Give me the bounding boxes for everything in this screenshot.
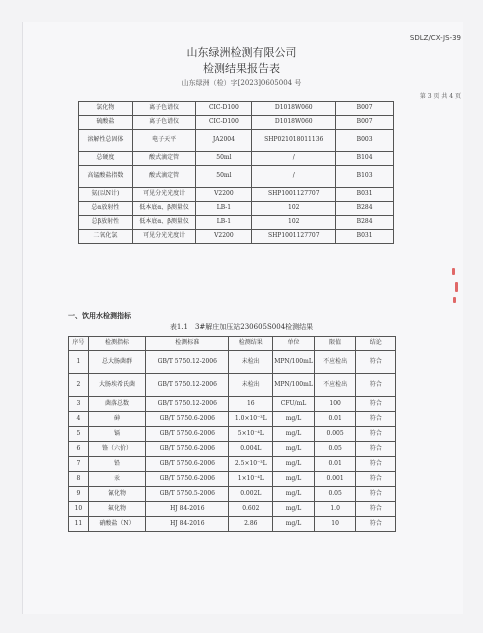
- conclusion: 符合: [356, 517, 396, 532]
- equipment-id: B104: [336, 152, 394, 166]
- equipment-serial: /: [252, 152, 336, 166]
- test-result: 未检出: [229, 374, 273, 397]
- conclusion: 符合: [356, 412, 396, 427]
- table-row: [79, 188, 394, 202]
- equipment-serial: D1018W060: [252, 116, 336, 130]
- equipment-serial: SHP1001127707: [252, 188, 336, 202]
- equipment-id: B284: [336, 202, 394, 216]
- table-row: [69, 487, 396, 502]
- test-item: 铬（六价）: [88, 442, 145, 457]
- table-row: [69, 397, 396, 412]
- test-item: 菌落总数: [88, 397, 145, 412]
- equipment-id: B284: [336, 216, 394, 230]
- unit: mg/L: [273, 427, 315, 442]
- test-standard: GB/T 5750.12-2006: [146, 397, 229, 412]
- conclusion: 符合: [356, 472, 396, 487]
- test-item: 氰化物: [88, 487, 145, 502]
- limit-value: 100: [314, 397, 356, 412]
- test-standard: GB/T 5750.6-2006: [146, 442, 229, 457]
- equipment-model: LB-1: [196, 202, 252, 216]
- test-result: 5×10⁻⁴L: [229, 427, 273, 442]
- table-row: [79, 202, 394, 216]
- margin-mark: [452, 268, 455, 275]
- equipment-instrument: 可见分光光度计: [132, 230, 196, 244]
- table-row: [69, 412, 396, 427]
- unit: mg/L: [273, 502, 315, 517]
- column-header: 检测标准: [146, 337, 229, 351]
- column-header: 检测结果: [229, 337, 273, 351]
- test-item: 砷: [88, 412, 145, 427]
- section-title: 一、饮用水检测指标: [68, 311, 131, 320]
- equipment-id: B031: [336, 230, 394, 244]
- table-row: [79, 166, 394, 188]
- conclusion: 符合: [356, 457, 396, 472]
- conclusion: 符合: [356, 374, 396, 397]
- test-item: 硝酸盐（N）: [88, 517, 145, 532]
- table-row: [69, 374, 396, 397]
- equipment-id: B103: [336, 166, 394, 188]
- test-item: 大肠埃希氏菌: [88, 374, 145, 397]
- equipment-instrument: 离子色谱仪: [132, 116, 196, 130]
- test-standard: GB/T 5750.6-2006: [146, 457, 229, 472]
- test-standard: GB/T 5750.6-2006: [146, 427, 229, 442]
- test-result: 2.5×10⁻³L: [229, 457, 273, 472]
- unit: mg/L: [273, 412, 315, 427]
- conclusion: 符合: [356, 351, 396, 374]
- table-row: [79, 230, 394, 244]
- equipment-serial: D1018W060: [252, 102, 336, 116]
- equipment-item: 总α放射性: [79, 202, 133, 216]
- row-number: 5: [69, 427, 89, 442]
- equipment-serial: 102: [252, 216, 336, 230]
- equipment-id: B031: [336, 188, 394, 202]
- test-item: 总大肠菌群: [88, 351, 145, 374]
- table-row: [69, 457, 396, 472]
- table-row: [69, 517, 396, 532]
- unit: MPN/100mL: [273, 351, 315, 374]
- table-row: [69, 427, 396, 442]
- equipment-model: V2200: [196, 230, 252, 244]
- test-item: 镉: [88, 427, 145, 442]
- unit: mg/L: [273, 517, 315, 532]
- equipment-id: B007: [336, 102, 394, 116]
- limit-value: 不应检出: [314, 374, 356, 397]
- row-number: 4: [69, 412, 89, 427]
- row-number: 8: [69, 472, 89, 487]
- table-row: [79, 102, 394, 116]
- equipment-item: 二氧化氯: [79, 230, 133, 244]
- test-standard: GB/T 5750.6-2006: [146, 472, 229, 487]
- test-standard: GB/T 5750.5-2006: [146, 487, 229, 502]
- test-standard: HJ 84-2016: [146, 502, 229, 517]
- table-row: [79, 130, 394, 152]
- report-number: 山东绿洲（检）字[2023]0605004 号: [181, 79, 302, 87]
- test-standard: GB/T 5750.12-2006: [146, 374, 229, 397]
- table-row: [79, 216, 394, 230]
- equipment-item: 氯化物: [79, 102, 133, 116]
- equipment-instrument: 可见分光光度计: [132, 188, 196, 202]
- test-standard: HJ 84-2016: [146, 517, 229, 532]
- limit-value: 0.01: [314, 412, 356, 427]
- equipment-id: B007: [336, 116, 394, 130]
- test-result: 0.602: [229, 502, 273, 517]
- row-number: 3: [69, 397, 89, 412]
- row-number: 11: [69, 517, 89, 532]
- results-table-body: [69, 351, 396, 532]
- table-row: [69, 351, 396, 374]
- column-header: 单位: [273, 337, 315, 351]
- limit-value: 10: [314, 517, 356, 532]
- limit-value: 0.01: [314, 457, 356, 472]
- equipment-id: B003: [336, 130, 394, 152]
- limit-value: 不应检出: [314, 351, 356, 374]
- equipment-item: 高锰酸盐指数: [79, 166, 133, 188]
- unit: mg/L: [273, 442, 315, 457]
- limit-value: 0.001: [314, 472, 356, 487]
- table-row: [69, 502, 396, 517]
- test-standard: GB/T 5750.6-2006: [146, 412, 229, 427]
- equipment-serial: SHP1001127707: [252, 230, 336, 244]
- test-standard: GB/T 5750.12-2006: [146, 351, 229, 374]
- equipment-model: LB-1: [196, 216, 252, 230]
- unit: CFU/mL: [273, 397, 315, 412]
- results-table: [68, 336, 396, 532]
- results-table-header: [69, 337, 396, 351]
- equipment-table-body: [79, 102, 394, 244]
- limit-value: 0.05: [314, 442, 356, 457]
- equipment-instrument: 低本底α、β测量仪: [132, 202, 196, 216]
- unit: mg/L: [273, 457, 315, 472]
- equipment-instrument: 低本底α、β测量仪: [132, 216, 196, 230]
- test-result: 1×10⁻⁴L: [229, 472, 273, 487]
- test-result: 1.0×10⁻³L: [229, 412, 273, 427]
- conclusion: 符合: [356, 487, 396, 502]
- limit-value: 0.05: [314, 487, 356, 502]
- equipment-serial: SHP021018011136: [252, 130, 336, 152]
- equipment-serial: 102: [252, 202, 336, 216]
- table-row: [69, 472, 396, 487]
- table-caption: 表1.1 3#解庄加压站230605S004检测结果: [169, 323, 314, 331]
- test-item: 氟化物: [88, 502, 145, 517]
- unit: mg/L: [273, 487, 315, 502]
- page-number: 第 3 页 共 4 页: [419, 93, 461, 100]
- column-header: 检测指标: [88, 337, 145, 351]
- equipment-instrument: 酸式滴定管: [132, 166, 196, 188]
- test-result: 2.86: [229, 517, 273, 532]
- test-result: 16: [229, 397, 273, 412]
- table-row: [79, 116, 394, 130]
- equipment-item: 总β放射性: [79, 216, 133, 230]
- conclusion: 符合: [356, 442, 396, 457]
- test-item: 汞: [88, 472, 145, 487]
- column-header: 限值: [314, 337, 356, 351]
- test-result: 0.004L: [229, 442, 273, 457]
- test-item: 铅: [88, 457, 145, 472]
- test-result: 0.002L: [229, 487, 273, 502]
- row-number: 7: [69, 457, 89, 472]
- equipment-model: CIC-D100: [196, 102, 252, 116]
- row-number: 2: [69, 374, 89, 397]
- limit-value: 0.005: [314, 427, 356, 442]
- equipment-model: CIC-D100: [196, 116, 252, 130]
- unit: mg/L: [273, 472, 315, 487]
- equipment-instrument: 电子天平: [132, 130, 196, 152]
- equipment-item: 总硬度: [79, 152, 133, 166]
- equipment-instrument: 酸式滴定管: [132, 152, 196, 166]
- margin-mark: [453, 297, 456, 303]
- equipment-model: 50ml: [196, 152, 252, 166]
- row-number: 9: [69, 487, 89, 502]
- conclusion: 符合: [356, 397, 396, 412]
- equipment-item: 氨(以N计): [79, 188, 133, 202]
- limit-value: 1.0: [314, 502, 356, 517]
- column-header: 结论: [356, 337, 396, 351]
- table-row: [69, 442, 396, 457]
- equipment-table: [78, 101, 394, 244]
- equipment-serial: /: [252, 166, 336, 188]
- report-title: 检测结果报告表: [203, 62, 280, 75]
- row-number: 10: [69, 502, 89, 517]
- margin-mark: [455, 282, 458, 292]
- test-result: 未检出: [229, 351, 273, 374]
- conclusion: 符合: [356, 502, 396, 517]
- company-name: 山东绿洲检测有限公司: [186, 46, 297, 59]
- equipment-model: 50ml: [196, 166, 252, 188]
- table-row: [79, 152, 394, 166]
- conclusion: 符合: [356, 427, 396, 442]
- column-header: 序号: [69, 337, 89, 351]
- equipment-instrument: 离子色谱仪: [132, 102, 196, 116]
- equipment-item: 溶解性总固体: [79, 130, 133, 152]
- row-number: 6: [69, 442, 89, 457]
- row-number: 1: [69, 351, 89, 374]
- equipment-model: JA2004: [196, 130, 252, 152]
- equipment-item: 硫酸盐: [79, 116, 133, 130]
- document-code: SDLZ/CX-JS-39: [409, 34, 461, 42]
- unit: MPN/100mL: [273, 374, 315, 397]
- equipment-model: V2200: [196, 188, 252, 202]
